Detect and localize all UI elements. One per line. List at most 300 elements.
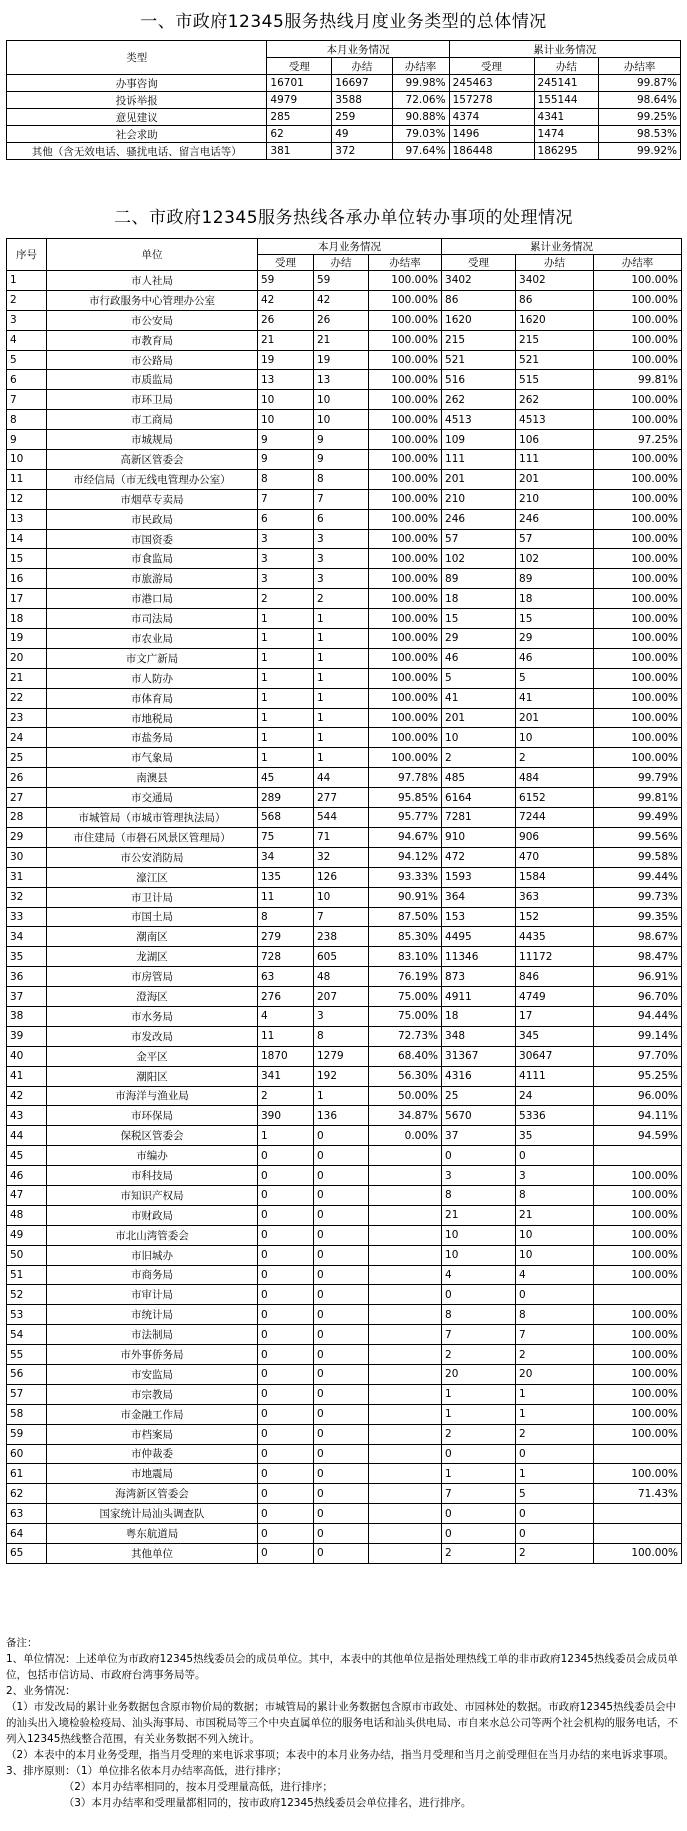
- cum-rate-cell: 99.73%: [594, 887, 682, 907]
- month-received-cell: 11: [258, 887, 314, 907]
- month-received-cell: 75: [258, 827, 314, 847]
- cum-rate-cell: 100.00%: [594, 728, 682, 748]
- month-rate-cell: 0.00%: [369, 1126, 442, 1146]
- month-completed-cell: 13: [314, 370, 369, 390]
- unit-cell: 市民政局: [47, 509, 258, 529]
- month-completed-cell: 126: [314, 867, 369, 887]
- unit-cell: 市审计局: [47, 1285, 258, 1305]
- cum-completed-cell: 0: [516, 1285, 594, 1305]
- table-row: [7, 1504, 682, 1524]
- index-cell: 65: [7, 1544, 47, 1564]
- month-received-cell: 1: [258, 1126, 314, 1146]
- index-cell: 42: [7, 1086, 47, 1106]
- month-rate-cell: 100.00%: [369, 668, 442, 688]
- index-cell: 54: [7, 1325, 47, 1345]
- month-received-cell: 0: [258, 1265, 314, 1285]
- month-rate-cell: [369, 1444, 442, 1464]
- month-received-cell: 0: [258, 1544, 314, 1564]
- cum-received-cell: 5670: [442, 1106, 516, 1126]
- month-completed-cell: 0: [314, 1285, 369, 1305]
- month-received-cell: 2: [258, 589, 314, 609]
- unit-cell: 市公安消防局: [47, 847, 258, 867]
- index-cell: 12: [7, 489, 47, 509]
- unit-cell: 市体育局: [47, 688, 258, 708]
- month-completed-cell: 3: [314, 529, 369, 549]
- month-received-cell: 728: [258, 947, 314, 967]
- month-received-cell: 1870: [258, 1046, 314, 1066]
- cum-received-cell: 485: [442, 768, 516, 788]
- unit-cell: 市法制局: [47, 1325, 258, 1345]
- month-received-cell: 0: [258, 1245, 314, 1265]
- cum-received-cell: 2: [442, 748, 516, 768]
- cum-received-cell: 7: [442, 1484, 516, 1504]
- table-row: [7, 768, 682, 788]
- cum-rate-cell: 100.00%: [594, 1404, 682, 1424]
- cum-rate-cell: 99.49%: [594, 808, 682, 828]
- month-rate-cell: 100.00%: [369, 509, 442, 529]
- month-rate-cell: [369, 1146, 442, 1166]
- month-completed-cell: 0: [314, 1524, 369, 1544]
- value-cell: 90.88%: [392, 109, 449, 126]
- month-rate-cell: 75.00%: [369, 987, 442, 1007]
- cum-received-cell: 37: [442, 1126, 516, 1146]
- note-line: （3）本月办结率和受理量都相同的，按市政府12345热线委员会单位排名，进行排序。: [6, 1797, 472, 1809]
- cum-completed-cell: 10: [516, 728, 594, 748]
- cum-rate-cell: [594, 1524, 682, 1544]
- cum-rate-cell: 99.44%: [594, 867, 682, 887]
- index-cell: 21: [7, 668, 47, 688]
- table-row: [7, 668, 682, 688]
- month-received-cell: 289: [258, 788, 314, 808]
- month-received-cell: 341: [258, 1066, 314, 1086]
- table-row: [7, 109, 681, 126]
- table-row: [7, 808, 682, 828]
- index-cell: 46: [7, 1166, 47, 1186]
- cum-received-cell: 5: [442, 668, 516, 688]
- index-cell: 62: [7, 1484, 47, 1504]
- month-header: 本月业务情况: [258, 239, 442, 255]
- index-cell: 36: [7, 967, 47, 987]
- cum-completed-cell: 86: [516, 290, 594, 310]
- cum-rate-cell: 100.00%: [594, 469, 682, 489]
- month-received-cell: 1: [258, 728, 314, 748]
- index-cell: 5: [7, 350, 47, 370]
- month-received-cell: 10: [258, 410, 314, 430]
- index-cell: 19: [7, 629, 47, 649]
- cum-received-cell: 15: [442, 609, 516, 629]
- value-cell: 49: [332, 126, 392, 143]
- cum-completed-cell: 35: [516, 1126, 594, 1146]
- month-rate-cell: 100.00%: [369, 410, 442, 430]
- month-received-cell: 0: [258, 1364, 314, 1384]
- unit-cell: 市外事侨务局: [47, 1345, 258, 1365]
- month-completed-cell: 19: [314, 350, 369, 370]
- cum-received-cell: 215: [442, 330, 516, 350]
- month-received-cell: 0: [258, 1205, 314, 1225]
- cum-completed-cell: 29: [516, 629, 594, 649]
- cum-received-cell: 153: [442, 907, 516, 927]
- unit-cell: 市知识产权局: [47, 1185, 258, 1205]
- index-cell: 7: [7, 390, 47, 410]
- cum-rate-cell: 100.00%: [594, 1305, 682, 1325]
- table-row: [7, 143, 681, 160]
- unit-cell: 市质监局: [47, 370, 258, 390]
- index-cell: 61: [7, 1464, 47, 1484]
- unit-cell: 市发改局: [47, 1026, 258, 1046]
- month-completed-cell: 0: [314, 1424, 369, 1444]
- cum-rate-cell: 99.81%: [594, 370, 682, 390]
- table-row: [7, 1305, 682, 1325]
- index-cell: 41: [7, 1066, 47, 1086]
- value-cell: 372: [332, 143, 392, 160]
- cum-received-cell: 8: [442, 1305, 516, 1325]
- month-completed-cell: 277: [314, 788, 369, 808]
- cum-received-cell: 4911: [442, 987, 516, 1007]
- month-rate-cell: [369, 1205, 442, 1225]
- unit-cell: 市公路局: [47, 350, 258, 370]
- month-completed-cell: 0: [314, 1325, 369, 1345]
- cum-completed-cell: 152: [516, 907, 594, 927]
- index-cell: 64: [7, 1524, 47, 1544]
- cum-received-cell: 2: [442, 1424, 516, 1444]
- month-received-cell: 1: [258, 629, 314, 649]
- index-cell: 22: [7, 688, 47, 708]
- cum-completed-cell: 345: [516, 1026, 594, 1046]
- unit-cell: 市农业局: [47, 629, 258, 649]
- unit-cell: 市行政服务中心管理办公室: [47, 290, 258, 310]
- table-row: [7, 1464, 682, 1484]
- table-row: [7, 370, 682, 390]
- month-rate-cell: 68.40%: [369, 1046, 442, 1066]
- cum-received-cell: 0: [442, 1146, 516, 1166]
- month-rate-cell: 90.91%: [369, 887, 442, 907]
- month-received-cell: 0: [258, 1504, 314, 1524]
- month-received-cell: 1: [258, 668, 314, 688]
- unit-cell: 金平区: [47, 1046, 258, 1066]
- note-line: 3、排序原则：（1）单位排名依本月办结率高低，进行排序；: [6, 1765, 288, 1777]
- month-completed-cell: 0: [314, 1384, 369, 1404]
- index-cell: 4: [7, 330, 47, 350]
- unit-cell: 市环卫局: [47, 390, 258, 410]
- cum-completed-cell: 0: [516, 1146, 594, 1166]
- cum-completed-cell: 15: [516, 609, 594, 629]
- unit-cell: 市统计局: [47, 1305, 258, 1325]
- table-row: [7, 847, 682, 867]
- month-rate-cell: 87.50%: [369, 907, 442, 927]
- cum-received-cell: 8: [442, 1185, 516, 1205]
- cum-completed-cell: 484: [516, 768, 594, 788]
- month-rate-cell: 100.00%: [369, 330, 442, 350]
- unit-cell: 市水务局: [47, 1006, 258, 1026]
- cum-completed-cell: 210: [516, 489, 594, 509]
- cum-rate-cell: 100.00%: [594, 668, 682, 688]
- value-cell: 245463: [449, 75, 534, 92]
- cum-completed-cell: 20: [516, 1364, 594, 1384]
- type-header: 类型: [7, 41, 267, 75]
- index-cell: 52: [7, 1285, 47, 1305]
- month-completed-cell: 192: [314, 1066, 369, 1086]
- rate-header: 办结率: [369, 255, 442, 271]
- index-cell: 56: [7, 1364, 47, 1384]
- index-cell: 30: [7, 847, 47, 867]
- cum-rate-cell: 100.00%: [594, 1185, 682, 1205]
- unit-cell: 市房管局: [47, 967, 258, 987]
- note-line: （2）本表中的本月业务受理，指当月受理的来电诉求事项；本表中的本月业务办结，指当月受理和当月之前受理但在当月办结的来电诉求事项。: [6, 1749, 675, 1761]
- month-completed-cell: 59: [314, 271, 369, 291]
- cum-rate-cell: 100.00%: [594, 529, 682, 549]
- unit-cell: 南澳县: [47, 768, 258, 788]
- table-row: [7, 788, 682, 808]
- index-cell: 59: [7, 1424, 47, 1444]
- month-rate-cell: 100.00%: [369, 489, 442, 509]
- cum-rate-cell: 99.58%: [594, 847, 682, 867]
- cum-rate-cell: [594, 1285, 682, 1305]
- value-cell: 16701: [267, 75, 332, 92]
- index-cell: 43: [7, 1106, 47, 1126]
- value-cell: 16697: [332, 75, 392, 92]
- table-row: [7, 430, 682, 450]
- cum-completed-cell: 521: [516, 350, 594, 370]
- unit-cell: 市经信局（市无线电管理办公室）: [47, 469, 258, 489]
- table-row: [7, 469, 682, 489]
- cum-completed-cell: 470: [516, 847, 594, 867]
- month-rate-cell: [369, 1166, 442, 1186]
- month-received-cell: 3: [258, 549, 314, 569]
- cum-rate-cell: 98.67%: [594, 927, 682, 947]
- cum-completed-cell: 8: [516, 1305, 594, 1325]
- month-completed-cell: 10: [314, 410, 369, 430]
- unit-cell: 市金融工作局: [47, 1404, 258, 1424]
- index-cell: 39: [7, 1026, 47, 1046]
- cum-completed-cell: 2: [516, 1424, 594, 1444]
- month-completed-cell: 1: [314, 1086, 369, 1106]
- cum-received-cell: 1: [442, 1464, 516, 1484]
- month-rate-cell: 72.73%: [369, 1026, 442, 1046]
- cum-rate-cell: 100.00%: [594, 1245, 682, 1265]
- cum-completed-cell: 4435: [516, 927, 594, 947]
- completed-header: 办结: [516, 255, 594, 271]
- unit-cell: 市安监局: [47, 1364, 258, 1384]
- cum-completed-cell: 5: [516, 1484, 594, 1504]
- table-row: [7, 290, 682, 310]
- month-completed-cell: 0: [314, 1444, 369, 1464]
- unit-cell: 市盐务局: [47, 728, 258, 748]
- month-received-cell: 19: [258, 350, 314, 370]
- note-line: 2、业务情况：: [6, 1685, 76, 1697]
- table-row: [7, 1524, 682, 1544]
- section-1-title: 一、市政府12345服务热线月度业务类型的总体情况: [140, 12, 547, 32]
- unit-cell: 市科技局: [47, 1166, 258, 1186]
- month-completed-cell: 136: [314, 1106, 369, 1126]
- value-cell: 99.92%: [599, 143, 681, 160]
- index-cell: 57: [7, 1384, 47, 1404]
- month-rate-cell: [369, 1325, 442, 1345]
- unit-cell: 市地税局: [47, 708, 258, 728]
- received-header: 受理: [449, 58, 534, 75]
- cum-received-cell: 246: [442, 509, 516, 529]
- type-cell: 其他（含无效电话、骚扰电话、留言电话等）: [7, 143, 267, 160]
- cum-completed-cell: 215: [516, 330, 594, 350]
- cum-received-cell: 2: [442, 1544, 516, 1564]
- table-row: [7, 509, 682, 529]
- cum-rate-cell: 99.14%: [594, 1026, 682, 1046]
- cumulative-header: 累计业务情况: [449, 41, 680, 58]
- month-completed-cell: 0: [314, 1504, 369, 1524]
- table-row: [7, 1384, 682, 1404]
- month-completed-cell: 3: [314, 1006, 369, 1026]
- month-completed-cell: 605: [314, 947, 369, 967]
- value-cell: 72.06%: [392, 92, 449, 109]
- table-row: [7, 1364, 682, 1384]
- month-completed-cell: 3: [314, 569, 369, 589]
- month-received-cell: 7: [258, 489, 314, 509]
- table-row: [7, 310, 682, 330]
- cum-completed-cell: 1: [516, 1384, 594, 1404]
- cum-rate-cell: 100.00%: [594, 509, 682, 529]
- cum-received-cell: 3402: [442, 271, 516, 291]
- table-row: [7, 1126, 682, 1146]
- month-rate-cell: 100.00%: [369, 629, 442, 649]
- month-received-cell: 0: [258, 1404, 314, 1424]
- unit-cell: 市食监局: [47, 549, 258, 569]
- table-row: [7, 450, 682, 470]
- unit-cell: 市人社局: [47, 271, 258, 291]
- value-cell: 99.87%: [599, 75, 681, 92]
- month-rate-cell: [369, 1424, 442, 1444]
- cum-received-cell: 7281: [442, 808, 516, 828]
- month-rate-cell: 97.78%: [369, 768, 442, 788]
- index-cell: 33: [7, 907, 47, 927]
- month-completed-cell: 1: [314, 648, 369, 668]
- cum-received-cell: 2: [442, 1345, 516, 1365]
- unit-cell: 市人防办: [47, 668, 258, 688]
- month-completed-cell: 8: [314, 1026, 369, 1046]
- cum-received-cell: 364: [442, 887, 516, 907]
- month-header: 本月业务情况: [267, 41, 449, 58]
- month-rate-cell: 94.67%: [369, 827, 442, 847]
- month-rate-cell: 100.00%: [369, 589, 442, 609]
- table-row: [7, 529, 682, 549]
- month-rate-cell: [369, 1484, 442, 1504]
- table-row: [7, 1066, 682, 1086]
- cum-received-cell: 10: [442, 1225, 516, 1245]
- cum-rate-cell: 100.00%: [594, 1364, 682, 1384]
- cum-rate-cell: 100.00%: [594, 1384, 682, 1404]
- month-completed-cell: 238: [314, 927, 369, 947]
- table-row: [7, 907, 682, 927]
- unit-header: 单位: [47, 239, 258, 271]
- cum-completed-cell: 1584: [516, 867, 594, 887]
- cum-received-cell: 89: [442, 569, 516, 589]
- month-completed-cell: 32: [314, 847, 369, 867]
- month-received-cell: 9: [258, 450, 314, 470]
- month-rate-cell: 56.30%: [369, 1066, 442, 1086]
- month-rate-cell: [369, 1464, 442, 1484]
- cum-completed-cell: 1: [516, 1404, 594, 1424]
- type-cell: 办事咨询: [7, 75, 267, 92]
- cum-rate-cell: 96.91%: [594, 967, 682, 987]
- rate-header: 办结率: [594, 255, 682, 271]
- cum-rate-cell: 100.00%: [594, 310, 682, 330]
- cum-completed-cell: 3: [516, 1166, 594, 1186]
- month-received-cell: 1: [258, 648, 314, 668]
- month-received-cell: 0: [258, 1185, 314, 1205]
- month-rate-cell: [369, 1285, 442, 1305]
- table-row: [7, 1026, 682, 1046]
- note-line: （2）本月办结率相同的，按本月受理量高低，进行排序；: [6, 1781, 333, 1793]
- table-row: [7, 1006, 682, 1026]
- cum-received-cell: 11346: [442, 947, 516, 967]
- cum-received-cell: 7: [442, 1325, 516, 1345]
- index-cell: 63: [7, 1504, 47, 1524]
- index-cell: 1: [7, 271, 47, 291]
- cum-received-cell: 0: [442, 1524, 516, 1544]
- month-rate-cell: [369, 1544, 442, 1564]
- cum-received-cell: 210: [442, 489, 516, 509]
- cum-received-cell: 29: [442, 629, 516, 649]
- value-cell: 4374: [449, 109, 534, 126]
- table-row: [7, 609, 682, 629]
- month-completed-cell: 71: [314, 827, 369, 847]
- index-cell: 44: [7, 1126, 47, 1146]
- unit-cell: 海湾新区管委会: [47, 1484, 258, 1504]
- month-received-cell: 6: [258, 509, 314, 529]
- month-completed-cell: 1: [314, 688, 369, 708]
- unit-cell: 市工商局: [47, 410, 258, 430]
- cum-completed-cell: 4111: [516, 1066, 594, 1086]
- unit-cell: 市国资委: [47, 529, 258, 549]
- index-cell: 27: [7, 788, 47, 808]
- table-row: [7, 867, 682, 887]
- index-cell: 17: [7, 589, 47, 609]
- month-completed-cell: 1: [314, 609, 369, 629]
- month-received-cell: 9: [258, 430, 314, 450]
- cum-received-cell: 111: [442, 450, 516, 470]
- table-row: [7, 748, 682, 768]
- index-header: 序号: [7, 239, 47, 271]
- month-received-cell: 276: [258, 987, 314, 1007]
- cum-received-cell: 1: [442, 1384, 516, 1404]
- index-cell: 37: [7, 987, 47, 1007]
- table-row: [7, 126, 681, 143]
- cum-completed-cell: 30647: [516, 1046, 594, 1066]
- value-cell: 1496: [449, 126, 534, 143]
- cum-received-cell: 20: [442, 1364, 516, 1384]
- month-completed-cell: 1: [314, 668, 369, 688]
- cum-received-cell: 0: [442, 1504, 516, 1524]
- cum-completed-cell: 1620: [516, 310, 594, 330]
- cum-received-cell: 10: [442, 1245, 516, 1265]
- month-received-cell: 0: [258, 1285, 314, 1305]
- table-row: [7, 947, 682, 967]
- received-header: 受理: [267, 58, 332, 75]
- cum-completed-cell: 515: [516, 370, 594, 390]
- month-completed-cell: 0: [314, 1225, 369, 1245]
- month-completed-cell: 207: [314, 987, 369, 1007]
- table-row: [7, 1544, 682, 1564]
- cum-rate-cell: [594, 1504, 682, 1524]
- cum-completed-cell: 201: [516, 469, 594, 489]
- month-completed-cell: 1: [314, 728, 369, 748]
- month-rate-cell: 94.12%: [369, 847, 442, 867]
- cum-rate-cell: 100.00%: [594, 569, 682, 589]
- type-cell: 意见建议: [7, 109, 267, 126]
- month-completed-cell: 0: [314, 1404, 369, 1424]
- cum-completed-cell: 57: [516, 529, 594, 549]
- unit-handling-table: [6, 238, 682, 1564]
- month-received-cell: 0: [258, 1325, 314, 1345]
- month-completed-cell: 3: [314, 549, 369, 569]
